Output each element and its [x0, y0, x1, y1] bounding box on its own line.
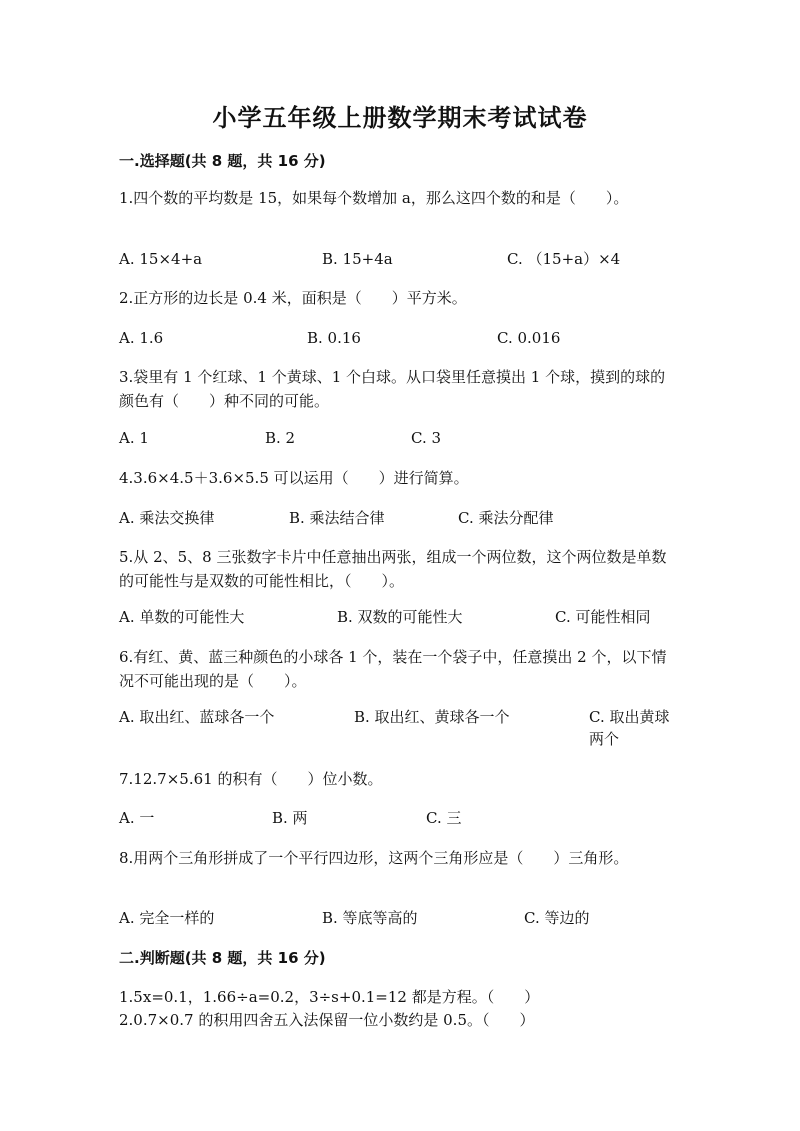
q6-option-a: A. 取出红、蓝球各一个	[119, 708, 275, 726]
q5-option-c: C. 可能性相同	[555, 608, 651, 626]
page-title: 小学五年级上册数学期末考试试卷	[212, 104, 588, 132]
q7-option-b: B. 两	[272, 809, 308, 827]
q4-option-b: B. 乘法结合律	[289, 509, 385, 527]
question-7: 7.12.7×5.61 的积有（ ）位小数。	[119, 770, 383, 788]
section-heading-judge: 二.判断题(共 8 题，共 16 分)	[119, 949, 326, 967]
question-2: 2.正方形的边长是 0.4 米，面积是（ ）平方米。	[119, 289, 467, 307]
q6-option-c: C. 取出黄球两个	[589, 708, 670, 748]
q5-option-a: A. 单数的可能性大	[119, 608, 245, 626]
q3-option-a: A. 1	[119, 429, 149, 447]
question-5: 5.从 2、5、8 三张数字卡片中任意抽出两张，组成一个两位数，这个两位数是单数的可能性与是双数的可能性相比，（ ）。	[119, 548, 667, 590]
q8-option-b: B. 等底等高的	[322, 909, 418, 927]
q5-option-b: B. 双数的可能性大	[337, 608, 463, 626]
q8-option-a: A. 完全一样的	[119, 909, 215, 927]
q7-option-c: C. 三	[426, 809, 462, 827]
q1-option-a: A. 15×4+a	[119, 250, 203, 268]
question-3: 3.袋里有 1 个红球、1 个黄球、1 个白球。从口袋里任意摸出 1 个球，摸到的球的颜色有（ ）种不同的可能。	[119, 368, 666, 410]
section-heading-choice: 一.选择题(共 8 题，共 16 分)	[119, 152, 326, 170]
q8-option-c: C. 等边的	[524, 909, 590, 927]
question-4: 4.3.6×4.5＋3.6×5.5 可以运用（ ）进行简算。	[119, 469, 469, 487]
q3-option-b: B. 2	[265, 429, 296, 447]
question-6: 6.有红、黄、蓝三种颜色的小球各 1 个，装在一个袋子中，任意摸出 2 个，以下情况不可能出现的是（ ）。	[119, 648, 667, 690]
q1-option-c: C. （15+a）×4	[507, 250, 621, 268]
q7-option-a: A. 一	[119, 809, 155, 827]
q2-option-c: C. 0.016	[497, 329, 561, 347]
q6-option-b: B. 取出红、黄球各一个	[354, 708, 510, 726]
question-8: 8.用两个三角形拼成了一个平行四边形，这两个三角形应是（ ）三角形。	[119, 849, 629, 867]
q3-option-c: C. 3	[411, 429, 442, 447]
judge-question-2: 2.0.7×0.7 的积用四舍五入法保留一位小数约是 0.5。（ ）	[119, 1011, 535, 1029]
q1-option-b: B. 15+4a	[322, 250, 393, 268]
q4-option-c: C. 乘法分配律	[458, 509, 554, 527]
question-1: 1.四个数的平均数是 15，如果每个数增加 a，那么这四个数的和是（ ）。	[119, 189, 629, 207]
q2-option-b: B. 0.16	[307, 329, 361, 347]
q4-option-a: A. 乘法交换律	[119, 509, 215, 527]
judge-question-1: 1.5x=0.1，1.66÷a=0.2，3÷s+0.1=12 都是方程。（ ）	[119, 988, 540, 1006]
q2-option-a: A. 1.6	[119, 329, 164, 347]
